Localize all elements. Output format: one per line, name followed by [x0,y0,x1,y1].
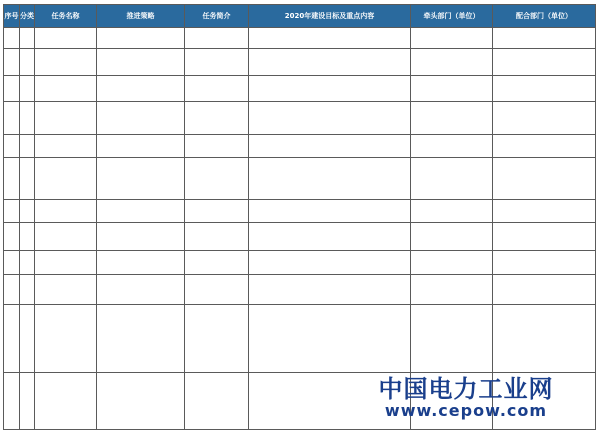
document-sheet [3,4,595,430]
table-cell [185,223,249,251]
task-table [3,4,596,430]
table-cell [97,135,185,158]
table-row [4,200,596,223]
table-cell [411,28,493,49]
table-cell [4,76,20,102]
table-cell [20,251,35,275]
table-cell [493,223,596,251]
table-cell [185,135,249,158]
table-row [4,373,596,430]
table-cell [249,158,411,200]
table-cell [411,223,493,251]
table-cell [97,200,185,223]
table-cell [249,223,411,251]
table-row [4,275,596,305]
table-cell [35,135,97,158]
table-cell [97,76,185,102]
table-cell [35,158,97,200]
table-cell [185,76,249,102]
table-cell [20,373,35,430]
table-cell [411,251,493,275]
table-cell [20,76,35,102]
table-cell [493,373,596,430]
table-cell [411,200,493,223]
table-cell [4,305,20,373]
table-cell [20,158,35,200]
table-cell [493,305,596,373]
table-cell [493,158,596,200]
table-cell [97,305,185,373]
table-cell [493,251,596,275]
table-cell [185,49,249,76]
table-row [4,223,596,251]
table-cell [185,373,249,430]
table-cell [185,200,249,223]
table-cell [35,76,97,102]
table-cell [249,28,411,49]
table-cell [20,275,35,305]
watermark-name: 中国电力工业网 [378,375,554,403]
table-cell [97,158,185,200]
header-category: 分类 [20,5,35,28]
table-cell [97,275,185,305]
header-support-dept: 配合部门（单位） [493,5,596,28]
table-cell [4,102,20,135]
table-cell [411,102,493,135]
table-cell [411,305,493,373]
table-cell [4,373,20,430]
table-cell [249,76,411,102]
table-cell [20,102,35,135]
table-cell [249,49,411,76]
table-cell [493,49,596,76]
table-cell [35,28,97,49]
table-cell [35,49,97,76]
table-cell [97,28,185,49]
table-cell [185,158,249,200]
table-cell [411,76,493,102]
table-cell [20,200,35,223]
table-row [4,135,596,158]
table-cell [249,305,411,373]
table-cell [493,135,596,158]
table-cell [35,373,97,430]
table-row [4,251,596,275]
table-cell [249,373,411,430]
table-row [4,158,596,200]
table-cell [20,49,35,76]
header-lead-dept: 牵头部门（单位） [411,5,493,28]
table-cell [35,251,97,275]
table-cell [411,49,493,76]
header-task-name: 任务名称 [35,5,97,28]
table-cell [35,275,97,305]
table-cell [185,251,249,275]
table-cell [185,102,249,135]
table-cell [4,200,20,223]
table-row [4,76,596,102]
header-index: 序号 [4,5,20,28]
table-cell [97,223,185,251]
watermark-url: www.cepow.com [384,401,548,420]
table-header-row [4,5,596,28]
table-cell [4,49,20,76]
table-cell [97,49,185,76]
table-cell [35,305,97,373]
table-cell [4,223,20,251]
table-cell [20,305,35,373]
table-cell [20,28,35,49]
table-cell [185,28,249,49]
table-row [4,49,596,76]
header-task-summary: 任务简介 [185,5,249,28]
table-cell [97,373,185,430]
table-cell [4,275,20,305]
table-cell [35,200,97,223]
header-strategy: 推进策略 [97,5,185,28]
table-row [4,305,596,373]
table-cell [493,76,596,102]
table-cell [493,200,596,223]
table-row [4,28,596,49]
table-cell [4,135,20,158]
table-cell [20,223,35,251]
table-cell [249,135,411,158]
table-row [4,102,596,135]
table-cell [4,28,20,49]
table-cell [411,158,493,200]
table-cell [4,251,20,275]
header-targets: 2020年建设目标及重点内容 [249,5,411,28]
table-cell [97,102,185,135]
table-cell [411,135,493,158]
table-cell [35,223,97,251]
table-cell [20,135,35,158]
table-cell [493,28,596,49]
table-cell [249,200,411,223]
table-cell [185,305,249,373]
table-cell [249,102,411,135]
table-cell [249,275,411,305]
table-cell [249,251,411,275]
table-cell [4,158,20,200]
table-cell [35,102,97,135]
table-cell [411,373,493,430]
table-cell [493,102,596,135]
table-cell [411,275,493,305]
table-body [4,28,596,430]
table-cell [493,275,596,305]
table-cell [97,251,185,275]
table-cell [185,275,249,305]
